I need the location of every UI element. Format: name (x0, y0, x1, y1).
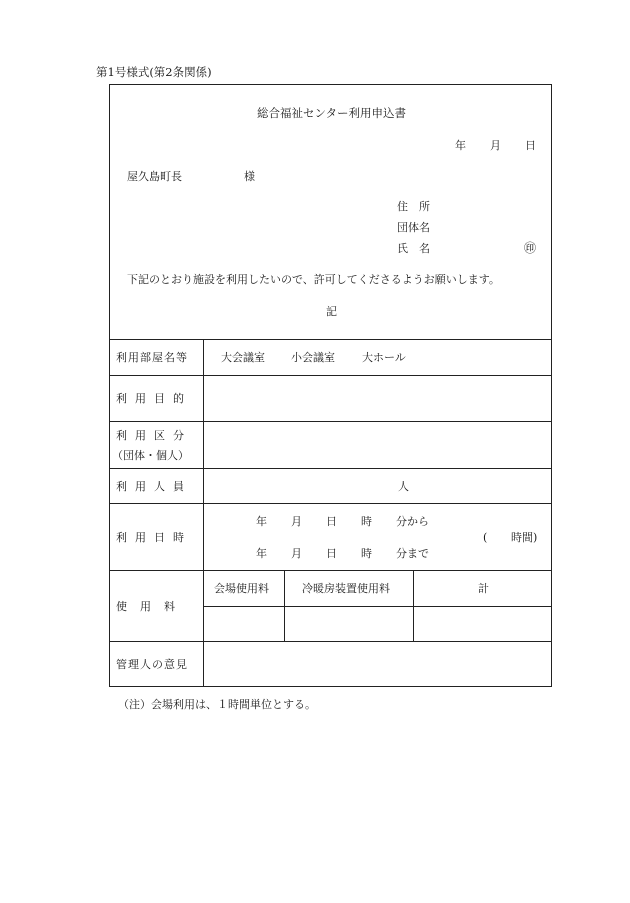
manager-opinion-label: 管理人の意見 (116, 658, 188, 671)
rule-label-column (203, 339, 204, 687)
start-hour: 時 (361, 515, 372, 528)
applicant-name-label: 氏 名 (397, 242, 430, 255)
rule-fee-col1 (284, 570, 285, 641)
date-year: 年 (455, 139, 466, 152)
date-day: 日 (525, 139, 536, 152)
start-year: 年 (256, 515, 267, 528)
addressee: 屋久島町長 (127, 170, 182, 183)
rule-fee-col2 (413, 570, 414, 641)
request-sentence: 下記のとおり施設を利用したいので、許可してくださるようお願いします。 (127, 273, 500, 286)
group-name-label: 団体名 (397, 221, 430, 234)
fee-venue-header: 会場使用料 (214, 582, 269, 595)
category-label: 利用区分 (116, 429, 192, 442)
room-label: 利用部屋名等 (116, 351, 188, 364)
rule-datetime (109, 570, 552, 571)
rule-room (109, 375, 552, 376)
people-label: 利用人員 (116, 480, 192, 493)
seal-mark: ㊞ (524, 241, 537, 255)
ki-mark: 記 (326, 305, 337, 318)
room-option-large-conference: 大会議室 (221, 351, 265, 364)
end-year: 年 (256, 547, 267, 560)
honorific: 様 (244, 170, 255, 183)
rule-people (109, 503, 552, 504)
end-month: 月 (291, 547, 302, 560)
datetime-label: 利用日時 (116, 531, 192, 544)
category-sub-label: （団体・個人） (112, 449, 189, 462)
start-month: 月 (291, 515, 302, 528)
footnote: （注）会場利用は、１時間単位とする。 (118, 698, 316, 711)
people-unit: 人 (398, 480, 409, 493)
form-title: 総合福祉センター利用申込書 (257, 106, 407, 120)
start-minute-from: 分から (396, 515, 429, 528)
room-option-hall: 大ホール (362, 351, 406, 364)
rule-fee (109, 641, 552, 642)
rule-category (109, 468, 552, 469)
purpose-label: 利用目的 (116, 392, 192, 405)
start-day: 日 (326, 515, 337, 528)
fee-label: 使用料 (116, 600, 188, 613)
fee-aircon-header: 冷暖房装置使用料 (302, 582, 390, 595)
end-minute-to: 分まで (396, 547, 429, 560)
form-number-label: 第1号様式(第2条関係) (96, 65, 212, 79)
duration-hours: 時間) (511, 531, 538, 544)
room-option-small-conference: 小会議室 (291, 351, 335, 364)
rule-fee-header (203, 606, 552, 607)
fee-total-header: 計 (478, 582, 489, 595)
date-month: 月 (490, 139, 501, 152)
rule-purpose (109, 421, 552, 422)
end-hour: 時 (361, 547, 372, 560)
duration-open: ( (483, 531, 488, 544)
end-day: 日 (326, 547, 337, 560)
rule-top-table (109, 339, 552, 340)
address-label: 住 所 (397, 200, 430, 213)
